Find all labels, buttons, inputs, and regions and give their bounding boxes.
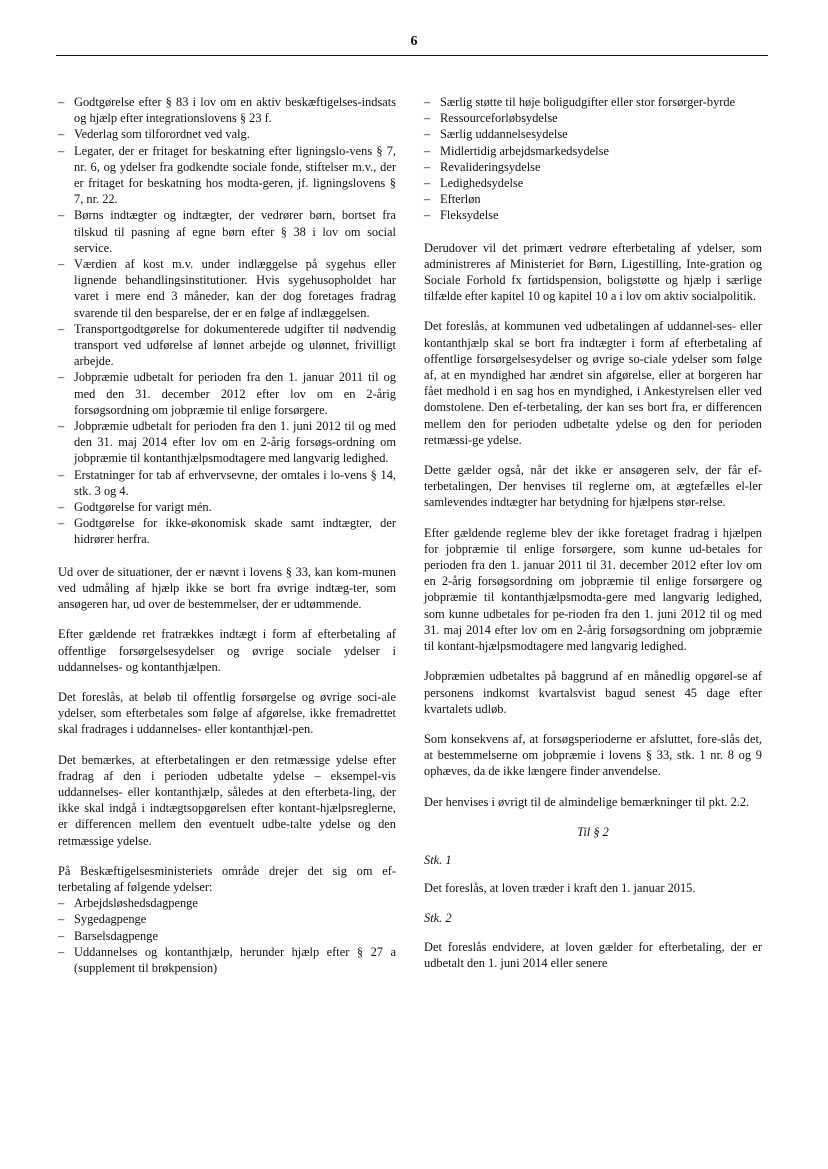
spacer	[424, 224, 762, 240]
paragraph: Det foreslås, at loven træder i kraft den 1. januar 2015.	[424, 881, 696, 896]
list-item: – Ressourceforløbsydelse	[424, 110, 762, 126]
paragraph: Ud over de situationer, der er nævnt i lovens § 33, kan kom-munen ved udmåling af hjælp ikke se bort fra øvrige indtæg-ter, som ansøgeren har, ud over de bestemmelser, der er udtømmende.	[58, 564, 396, 612]
list-item: – Sygedagpenge	[58, 911, 396, 927]
stk-1-label: Stk. 1	[424, 852, 452, 867]
list-item: – Godtgørelse for ikke-økonomisk skade samt indtægter, der hidrører herfra.	[58, 515, 396, 547]
paragraph: Det foreslås, at beløb til offentlig forsørgelse og øvrige soci-ale ydelser, som efterbetales som følge af afgørelse, ikke fremadrettet skal fradrages i uddannelses- eller kontanthjæl-pen.	[58, 689, 396, 737]
page-number: 6	[410, 34, 418, 49]
section-title: Til § 2	[577, 824, 609, 839]
list-item: – Godtgørelse for varigt mén.	[58, 499, 396, 515]
paragraph: Efter gældende ret fratrækkes indtægt i form af efterbetaling af offentlige forsørgelsesydelser og øvrige sociale ydelser i uddannelses- og kontanthjælpen.	[58, 627, 396, 674]
list-item: – Uddannelses og kontanthjælp, herunder hjælp efter § 27 a (supplement til brøkpension)	[58, 944, 396, 976]
paragraph: Der henvises i øvrigt til de almindelige bemærkninger til pkt. 2.2.	[424, 794, 750, 809]
list-item: – Fleksydelse	[424, 207, 762, 223]
paragraph: Det foreslås, at kommunen ved udbetalingen af uddannel-ses- eller kontanthjælp skal se bort fra indtægter i form af efterbetaling af offentlige forsørgelsesydelser og øvrige so-ciale ydelser som følge af, at en myndighed har ændret sin afgørelse, eller at borgeren har fået medhold i en sag hos en myndighed, i Ankestyrelsen eller ved domstolene. Den ef-terbetaling, der kan ses bort fra, er differencen mellem den for perioden udbetalte ydelse og den for perioden retmæssi-ge ydelse.	[424, 319, 762, 447]
paragraph: Dette gælder også, når det ikke er ansøgeren selv, der får ef-terbetalingen, Der henvises til reglerne om, at ægtefælles el-ler samlevendes indtægter har betydning for hjælpens stør-relse.	[424, 463, 762, 510]
paragraph: Det foreslås endvidere, at loven gælder for efterbetaling, der er udbetalt den 1. juni 2014 eller senere	[424, 939, 762, 970]
list-item: – Jobpræmie udbetalt for perioden fra den 1. juni 2012 til og med den 31. maj 2014 efter lov om en 2-årig forsøgs-ordning om jobpræmie til kontanthjælpsmodtagere med langvarig ledighed.	[58, 418, 396, 467]
paragraph: Det bemærkes, at efterbetalingen er den retmæssige ydelse efter fradrag af den i perioden udbetalte ydelse – eksempel-vis uddannelses- eller kontanthjælp, således at den efterbeta-ling, der ikke skal indgå i indtægtsopgørelsen efter kontant-hjælpsreglerne, er differencen mellem den eventuelt udbe-talte ydelse og den retmæssige ydelse.	[58, 752, 396, 848]
list-item: – Vederlag som tilforordnet ved valg.	[58, 126, 396, 142]
paragraph: Jobpræmien udbetaltes på baggrund af en månedlig opgørel-se af personens indkomst kvartalsvist bagud senest 45 dage efter kvartalets udløb.	[424, 669, 762, 716]
benefits-list	[58, 895, 396, 976]
list-item: – Jobpræmie udbetalt for perioden fra den 1. januar 2011 til og med den 31. december 2012 efter lov om en 2-årig forsøgsordning om jobpræmie til enlige forsørgere.	[58, 369, 396, 418]
list-item: – Særlig støtte til høje boligudgifter eller stor forsørger-byrde	[424, 94, 762, 110]
list-item: – Midlertidig arbejdsmarkedsydelse	[424, 143, 762, 159]
paragraph: På Beskæftigelsesministeriets område drejer det sig om ef-terbetaling af følgende ydelser:	[58, 863, 396, 894]
list-item: – Revalideringsydelse	[424, 159, 762, 175]
list-item: – Værdien af kost m.v. under indlæggelse på sygehus eller lignende behandlingsinstitutioner. Hvis sygehusopholdet har varet i mere end 3 måneder, kan der dog foretages fradrag svarende til den besparelse, der er en følge af indlæggelsen.	[58, 256, 396, 321]
header-rule	[56, 55, 768, 56]
paragraph: Som konsekvens af, at forsøgsperioderne er afsluttet, fore-slås det, at bestemmelserne om jobpræmie i lovens § 33, stk. 1 nr. 8 og 9 ophæves, da de ikke længere finder anvendelse.	[424, 731, 762, 779]
list-item: – Legater, der er fritaget for beskatning efter ligningslo-vens § 7, nr. 6, og ydelser fra godkendte sociale fonde, stiftelser m.v., der er fritaget for beskatning hos modta-geren, jf. ligningslovens § 7, nr. 22.	[58, 143, 396, 208]
list-item: – Særlig uddannelsesydelse	[424, 126, 762, 142]
list-item: – Erstatninger for tab af erhvervsevne, der omtales i lo-vens § 14, stk. 3 og 4.	[58, 467, 396, 499]
paragraph: Derudover vil det primært vedrøre efterbetaling af ydelser, som administreres af Ministeriet for Børn, Ligestilling, Inte-gration og Sociale Forhold fx førtidspension, boligstøtte og hjælp i særlige tilfælde efter kapitel 10 og kapitel 10 a i lov om aktiv socialpolitik.	[424, 240, 762, 304]
right-column	[424, 94, 762, 985]
list-item: – Transportgodtgørelse for dokumenterede udgifter til nødvendig transport ved udførelse af lønnet arbejde og ulønnet, frivilligt arbejde.	[58, 321, 396, 370]
benefits-list-continued	[424, 94, 762, 224]
stk-2-label: Stk. 2	[424, 911, 452, 926]
list-item: – Efterløn	[424, 191, 762, 207]
list-item: – Barselsdagpenge	[58, 928, 396, 944]
income-exemptions-list	[58, 94, 396, 548]
spacer	[58, 548, 396, 564]
paragraph: Efter gældende regleme blev der ikke foretaget fradrag i hjælpen for jobpræmie til enlige forsørgere, som kunne ud-betales for perioden fra den 1. januar 2011 til 31. december 2012 efter lov om en 2-årig forsøgsordning om jobpræmie til enlige forsørgere og jobpræmie til kontanthjælpsmodta-gere med langvarig ledighed, som kunne udbetales for pe-rioden fra den 1. juni 2012 til og med 31. maj 2014 efter lov om en 2-årig forsøgsordning om jobpræmie til kontant-hjælpsmodtagere med langvarig ledighed.	[424, 525, 762, 654]
list-item: – Ledighedsydelse	[424, 175, 762, 191]
list-item: – Arbejdsløshedsdagpenge	[58, 895, 396, 911]
list-item: – Børns indtægter og indtægter, der vedrører børn, bortset fra tilskud til pasning af egne børn efter § 38 i lov om social service.	[58, 207, 396, 256]
left-column	[58, 94, 396, 976]
list-item: – Godtgørelse efter § 83 i lov om en aktiv beskæftigelses-indsats og hjælp efter integrationslovens § 23 f.	[58, 94, 396, 126]
